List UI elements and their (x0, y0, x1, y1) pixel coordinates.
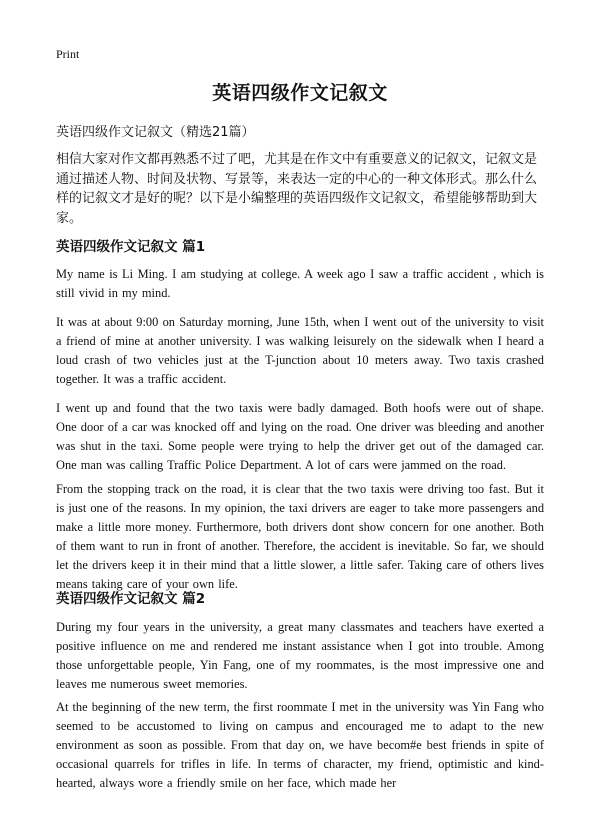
section-1-paragraph-3: I went up and found that the two taxis were badly damaged. Both hoofs were out of shape. One door of a car was knocked off and lying on the road. One driver was bleeding and another was shut in the taxi. Some people were trying to help the driver get out of the damaged car. One man was calling Traffic Police Department. A lot of cars were jammed on the road. (56, 401, 544, 472)
section-heading-1: 英语四级作文记叙文 篇1 (56, 239, 206, 255)
page-title: 英语四级作文记叙文 (212, 82, 388, 104)
document-subtitle: 英语四级作文记叙文（精选21篇） (56, 125, 255, 140)
section-2-paragraph-1: During my four years in the university, a great many classmates and teachers have exerted a positive influence on me and rendered me instant assistance when I got into trouble. Among those unforgettable people, Yin Fang, one of my roommates, is the most impressive one and leaves me numerous sweet memories. (56, 620, 544, 691)
section-2-paragraph-2: At the beginning of the new term, the first roommate I met in the university was Yin Fang who seemed to be accustomed to living on campus and encouraged me to adapt to the new environment as soon as possible. From that day on, we have becom#e best friends in spite of occasional quarrels for trifles in life. In terms of character, my friend, optimistic and kind-hearted, always wore a friendly smile on her face, which made her (56, 700, 544, 790)
section-1-paragraph-4: From the stopping track on the road, it is clear that the two taxis were driving too fast. But it is just one of the reasons. In my opinion, the taxi drivers are eager to take more passengers and make a little more money. Furthermore, both drivers dont show concern for one another. Both of them want to run in front of another. Therefore, the accident is inevitable. So far, we should let the drivers keep it in their mind that a little slower, a little safer. Taking care of others lives means taking care of your own life. (56, 482, 545, 591)
intro-paragraph: 相信大家对作文都再熟悉不过了吧，尤其是在作文中有重要意义的记叙文，记叙文是通过描述人物、时间及状物、写景等，来表达一定的中心的一种文体形式。那么什么样的记叙文才是好的呢？以下是小编整理的英语四级作文记叙文，希望能够帮助到大家。 (56, 152, 538, 226)
section-heading-2: 英语四级作文记叙文 篇2 (56, 591, 206, 607)
section-1-paragraph-2: It was at about 9:00 on Saturday morning, June 15th, when I went out of the university to visit a friend of mine at another university. I was walking leisurely on the sidewalk when I heard a loud crash of two vehicles just at the T-junction about 10 meters away. Two taxis crashed together. It was a traffic accident. (56, 315, 544, 386)
print-link[interactable]: Print (56, 47, 80, 61)
section-1-paragraph-1: My name is Li Ming. I am studying at college. A week ago I saw a traffic accident , which is still vivid in my mind. (56, 267, 544, 300)
